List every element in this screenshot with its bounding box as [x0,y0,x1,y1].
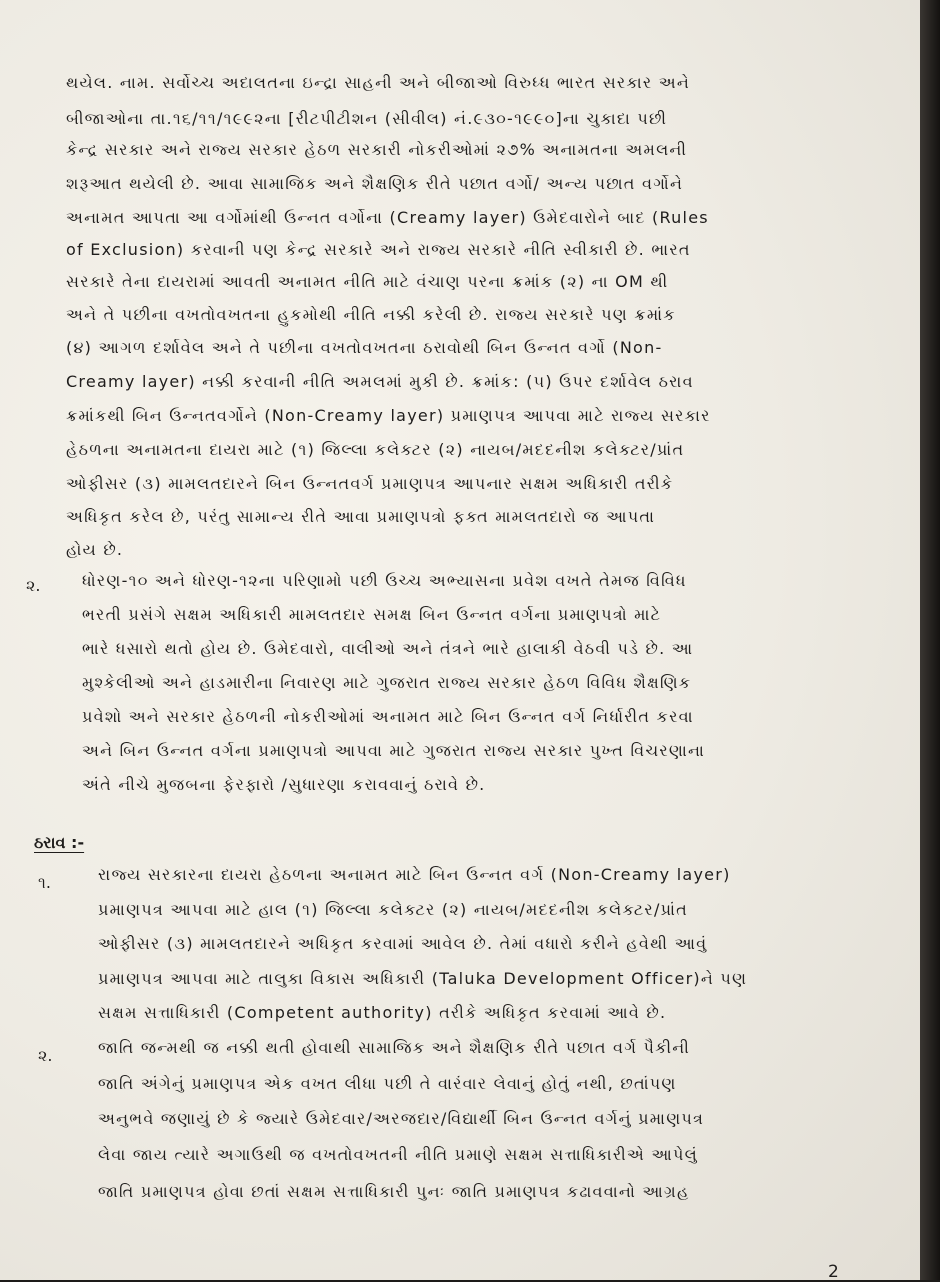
resolution-heading: ઠરાવ :- [34,833,85,852]
paragraph-line: લેવા જાય ત્યારે અગાઉથી જ વખતોવખતની નીતિ પ્રમાણે સક્ષમ સત્તાધિકારીએ આપેલું [98,1145,698,1164]
paragraph-line: અંતે નીચે મુજબના ફેરફારો /સુધારણા કરાવવાનું ઠરાવે છે. [82,775,486,794]
page-number: 2 [828,1262,839,1282]
paragraph-line: પ્રમાણપત્ર આપવા માટે હાલ (૧) જિલ્લા કલેક્ટર (૨) નાયબ/મદદનીશ કલેક્ટર/પ્રાંત [98,900,688,919]
paragraph-line: શરૂઆત થયેલી છે. આવા સામાજિક અને શૈક્ષણિક રીતે પછાત વર્ગો/ અન્ય પછાત વર્ગોને [66,174,684,193]
paragraph-line: ધોરણ-૧૦ અને ધોરણ-૧૨ના પરિણામો પછી ઉચ્ચ અભ્યાસના પ્રવેશ વખતે તેમજ વિવિધ [82,571,687,590]
paragraph-line: અને તે પછીના વખતોવખતના હુકમોથી નીતિ નક્કી કરેલી છે. રાજ્ય સરકારે પણ ક્રમાંક [66,305,676,324]
paragraph-line: ઓફીસર (૩) મામલતદારને અધિકૃત કરવામાં આવેલ છે. તેમાં વધારો કરીને હવેથી આવું [98,934,708,953]
paragraph-line: સક્ષમ સત્તાધિકારી (Competent authority) તરીકે અધિકૃત કરવામાં આવે છે. [98,1003,667,1022]
item-number: ૨. [26,576,41,595]
paragraph-line: સરકારે તેના દાયરામાં આવતી અનામત નીતિ માટે વંચાણ પરના ક્રમાંક (૨) ના OM થી [66,272,669,291]
paragraph-line: હેઠળના અનામતના દાયરા માટે (૧) જિલ્લા કલેક્ટર (૨) નાયબ/મદદનીશ કલેક્ટર/પ્રાંત [66,440,685,459]
paragraph-line: પ્રમાણપત્ર આપવા માટે તાલુકા વિકાસ અધિકારી (Taluka Development Officer)ને પણ [98,969,748,988]
paragraph-line: બીજાઓના તા.૧૬/૧૧/૧૯૯૨ના [રીટપીટીશન (સીવીલ) નં.૯૩૦-૧૯૯૦]ના ચુકાદા પછી [66,109,668,128]
paragraph-line: ઓફીસર (૩) મામલતદારને બિન ઉન્નતવર્ગ પ્રમાણપત્ર આપનાર સક્ષમ અધિકારી તરીકે [66,474,674,493]
paragraph-line: ભરતી પ્રસંગે સક્ષમ અધિકારી મામલતદાર સમક્ષ બિન ઉન્નત વર્ગના પ્રમાણપત્રો માટે [82,605,662,624]
paragraph-line: ભારે ધસારો થતો હોય છે. ઉમેદવારો, વાલીઓ અને તંત્રને ભારે હાલાકી વેઠવી પડે છે. આ [82,639,694,658]
paragraph-line: ક્રમાંકથી બિન ઉન્નતવર્ગોને (Non-Creamy layer) પ્રમાણપત્ર આપવા માટે રાજ્ય સરકાર [66,406,711,425]
paragraph-line: Creamy layer) નક્કી કરવાની નીતિ અમલમાં મુકી છે. ક્રમાંક: (૫) ઉપર દર્શાવેલ ઠરાવ [66,372,694,391]
paragraph-line: જાતિ જન્મથી જ નક્કી થતી હોવાથી સામાજિક અને શૈક્ષણિક રીતે પછાત વર્ગ પૈકીની [98,1038,691,1057]
paragraph-line: જાતિ પ્રમાણપત્ર હોવા છતાં સક્ષમ સત્તાધિકારી પુનઃ જાતિ પ્રમાણપત્ર કઢાવવાનો આગ્રહ [98,1182,690,1201]
paragraph-line: મુશ્કેલીઓ અને હાડમારીના નિવારણ માટે ગુજરાત રાજ્ય સરકાર હેઠળ વિવિધ શૈક્ષણિક [82,673,692,692]
paragraph-line: અનુભવે જણાયું છે કે જ્યારે ઉમેદવાર/અરજદાર/વિદ્યાર્થી બિન ઉન્નત વર્ગનું પ્રમાણપત્ર [98,1109,705,1128]
paragraph-line: પ્રવેશો અને સરકાર હેઠળની નોકરીઓમાં અનામત માટે બિન ઉન્નત વર્ગ નિર્ધારીત કરવા [82,707,694,726]
paragraph-line: જાતિ અંગેનું પ્રમાણપત્ર એક વખત લીધા પછી તે વારંવાર લેવાનું હોતું નથી, છતાંપણ [98,1074,677,1093]
paragraph-line: કેન્દ્ર સરકાર અને રાજ્ય સરકાર હેઠળ સરકારી નોકરીઓમાં ૨૭% અનામતના અમલની [66,140,688,159]
paragraph-line: રાજ્ય સરકારના દાયરા હેઠળના અનામત માટે બિન ઉન્નત વર્ગ (Non-Creamy layer) [98,865,731,884]
paragraph-line: (૪) આગળ દર્શાવેલ અને તે પછીના વખતોવખતના ઠરાવોથી બિન ઉન્નત વર્ગો (Non- [66,338,663,357]
item-number: ૨. [38,1046,53,1065]
item-number: ૧. [38,873,51,892]
paragraph-line: હોય છે. [66,540,124,559]
paragraph-line: અને બિન ઉન્નત વર્ગના પ્રમાણપત્રો આપવા માટે ગુજરાત રાજ્ય સરકાર પુખ્ત વિચરણાના [82,741,706,760]
paragraph-line: થયેલ. નામ. સર્વોચ્ચ અદાલતના ઇન્દ્રા સાહની અને બીજાઓ વિરુધ્ધ ભારત સરકાર અને [66,73,691,92]
paragraph-line: અધિકૃત કરેલ છે, પરંતુ સામાન્ય રીતે આવા પ્રમાણપત્રો ફક્ત મામલતદારો જ આપતા [66,507,656,526]
paragraph-line: અનામત આપતા આ વર્ગોમાંથી ઉન્નત વર્ગોના (Creamy layer) ઉમેદવારોને બાદ (Rules [66,208,709,227]
paragraph-line: of Exclusion) કરવાની પણ કેન્દ્ર સરકારે અને રાજ્ય સરકારે નીતિ સ્વીકારી છે. ભારત [66,240,691,259]
